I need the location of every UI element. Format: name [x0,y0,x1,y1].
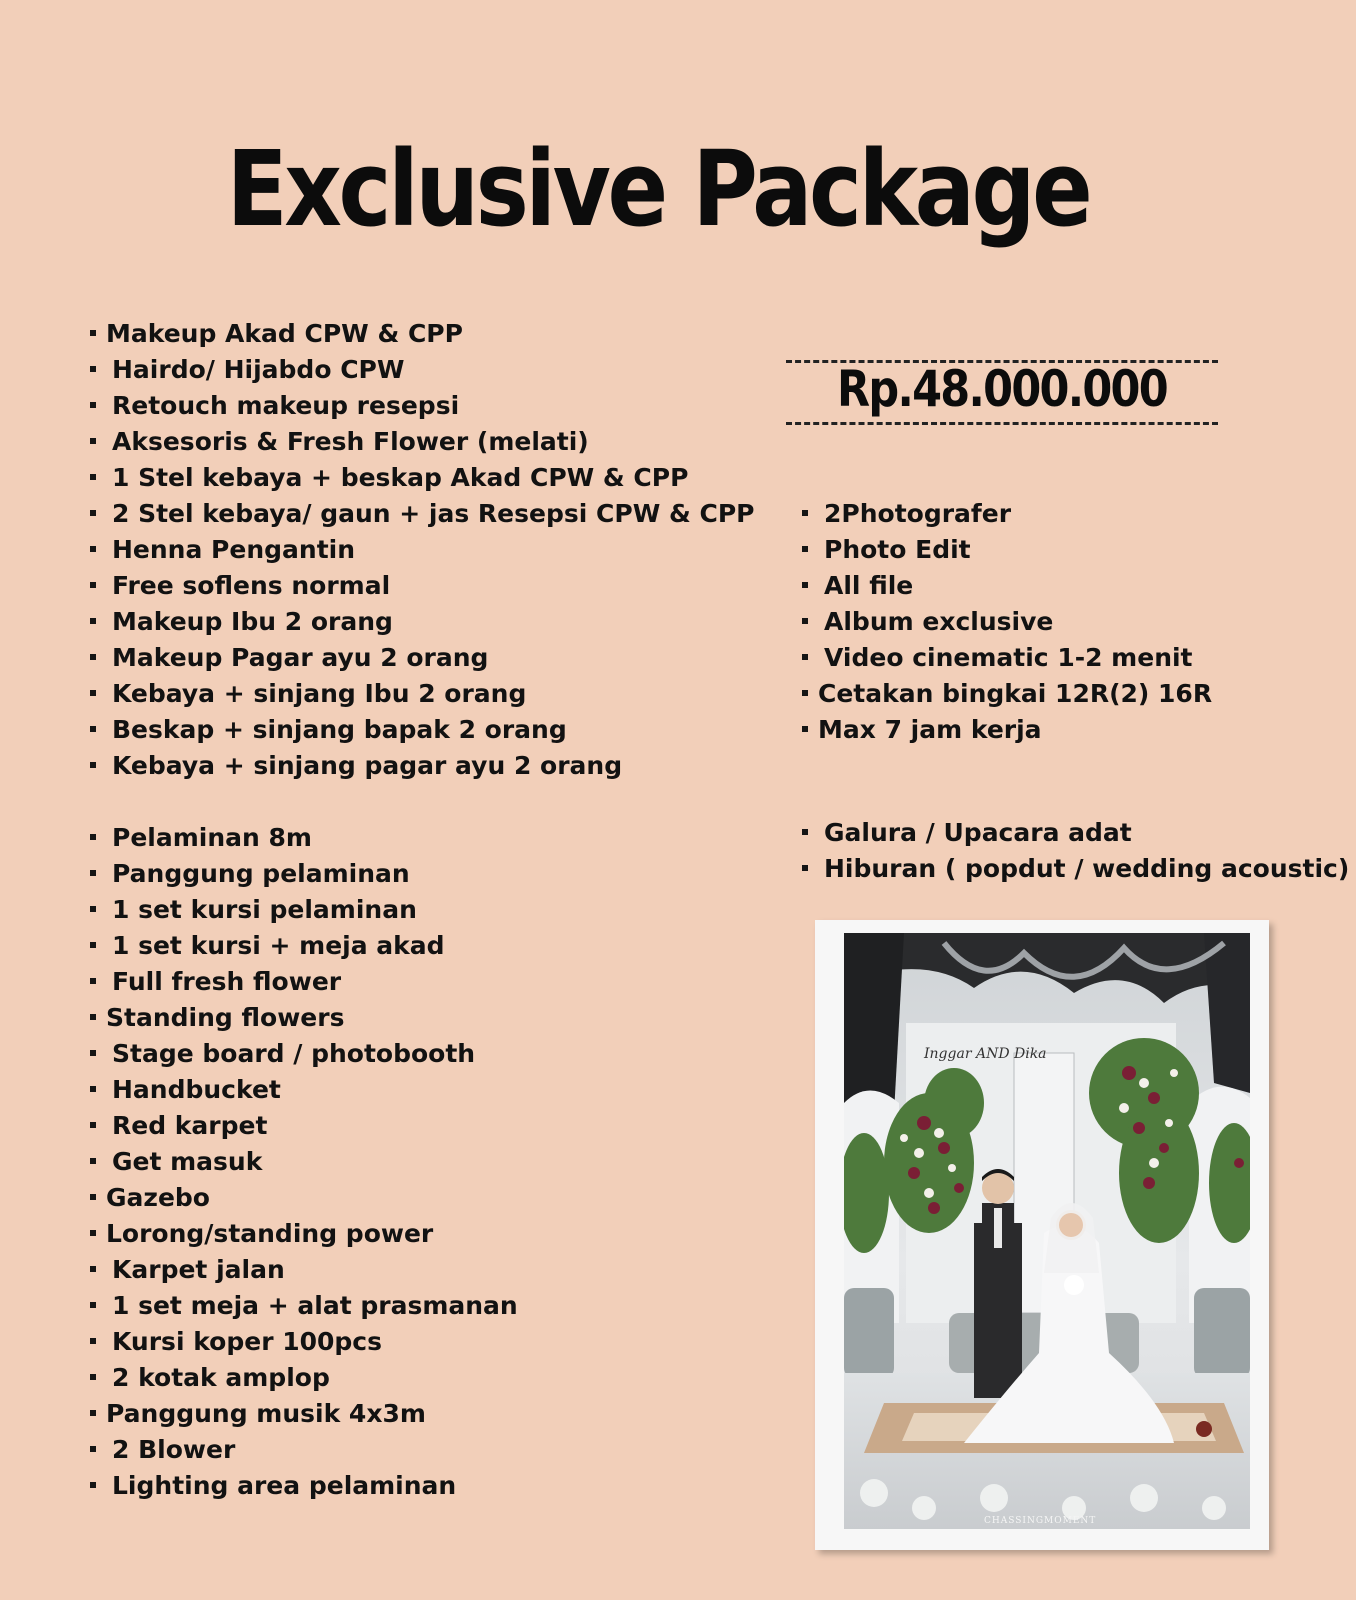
bullet-icon [90,1338,96,1344]
bullet-icon [90,1446,96,1452]
bullet-icon [90,474,96,480]
bullet-icon [90,1266,96,1272]
list-item [90,496,754,532]
price: Rp.48.000.000 [837,360,1167,418]
list-item-label: Red karpet [112,1111,268,1140]
list-item-label: Retouch makeup resepsi [112,391,460,420]
list-item [802,815,1349,851]
list-item-label: Lorong/standing power [106,1219,434,1248]
bullet-icon [90,1482,96,1488]
bullet-icon [802,618,808,624]
list-item-label: Get masuk [112,1147,263,1176]
list-item [90,676,754,712]
list-item-label: Panggung musik 4x3m [106,1399,426,1428]
bullet-icon [90,366,96,372]
list-item [90,928,518,964]
list-item-label: Free soflens normal [112,571,391,600]
bullet-icon [90,1158,96,1164]
photo-watermark: CHASSINGMOMENT [984,1516,1097,1526]
list-item [90,388,754,424]
list-item-label: Kursi koper 100pcs [112,1327,383,1356]
list-item [90,1072,518,1108]
documentation-list [802,496,1212,748]
wedding-photo [844,933,1250,1529]
list-item [90,856,518,892]
list-item-label: 1 Stel kebaya + beskap Akad CPW & CPP [112,463,689,492]
price-bottom-dashes [786,422,1218,425]
bullet-icon [90,762,96,768]
extra-list [802,815,1349,887]
decoration-list [90,820,518,1504]
list-item [802,496,1212,532]
list-item-label: 2 kotak amplop [112,1363,330,1392]
list-item [802,532,1212,568]
list-item-label: Standing flowers [106,1003,345,1032]
bullet-icon [802,865,808,871]
bullet-icon [802,829,808,835]
bullet-icon [802,654,808,660]
list-item-label: Aksesoris & Fresh Flower (melati) [112,427,589,456]
list-item-label: Makeup Pagar ayu 2 orang [112,643,489,672]
list-item [802,640,1212,676]
list-item-label: Galura / Upacara adat [824,818,1132,847]
list-item [90,532,754,568]
list-item [90,1288,518,1324]
list-item-label: Photo Edit [824,535,971,564]
bullet-icon [802,582,808,588]
list-item [90,1468,518,1504]
list-item [90,1180,518,1216]
list-item [802,851,1349,887]
bullet-icon [90,1014,96,1020]
list-item [90,1360,518,1396]
bullet-icon [90,870,96,876]
list-item-label: Karpet jalan [112,1255,285,1284]
bullet-icon [90,942,96,948]
list-item-label: Lighting area pelaminan [112,1471,457,1500]
bullet-icon [90,1122,96,1128]
list-item-label: Pelaminan 8m [112,823,312,852]
photo-sign-text: Inggar AND Dika [924,1046,1047,1062]
list-item [90,640,754,676]
list-item [90,820,518,856]
bullet-icon [90,582,96,588]
bullet-icon [90,510,96,516]
list-item [90,1396,518,1432]
bullet-icon [802,690,808,696]
bullet-icon [802,726,808,732]
bullet-icon [90,438,96,444]
list-item-label: Handbucket [112,1075,281,1104]
bullet-icon [90,978,96,984]
list-item [90,1108,518,1144]
list-item [90,1432,518,1468]
list-item-label: Stage board / photobooth [112,1039,476,1068]
list-item-label: Hairdo/ Hijabdo CPW [112,355,405,384]
list-item-label: Hiburan ( popdut / wedding acoustic) [824,854,1350,883]
list-item-label: Cetakan bingkai 12R(2) 16R [818,679,1213,708]
list-item-label: 1 set kursi pelaminan [112,895,417,924]
list-item [90,316,754,352]
wedding-photo-frame [815,920,1269,1550]
bullet-icon [90,654,96,660]
bullet-icon [90,1194,96,1200]
bullet-icon [90,906,96,912]
bullet-icon [90,1230,96,1236]
list-item-label: 1 set meja + alat prasmanan [112,1291,518,1320]
list-item-label: 2Photografer [824,499,1012,528]
list-item-label: Beskap + sinjang bapak 2 orang [112,715,567,744]
list-item [90,712,754,748]
list-item [802,604,1212,640]
list-item-label: 2 Blower [112,1435,236,1464]
list-item-label: Makeup Ibu 2 orang [112,607,393,636]
list-item-label: Max 7 jam kerja [818,715,1042,744]
list-item [90,1144,518,1180]
list-item [90,460,754,496]
bullet-icon [90,546,96,552]
bullet-icon [90,1302,96,1308]
page-title: Exclusive Package [226,128,1090,250]
list-item [90,964,518,1000]
makeup-list [90,316,754,784]
list-item-label: Gazebo [106,1183,210,1212]
bullet-icon [90,1410,96,1416]
list-item [802,712,1212,748]
list-item [90,1036,518,1072]
bullet-icon [90,726,96,732]
list-item [90,1000,518,1036]
bullet-icon [90,1050,96,1056]
list-item-label: Album exclusive [824,607,1054,636]
bullet-icon [90,618,96,624]
list-item [90,352,754,388]
list-item [90,1216,518,1252]
list-item [802,568,1212,604]
list-item [802,676,1212,712]
list-item [90,568,754,604]
list-item [90,892,518,928]
price-box [786,356,1218,426]
bullet-icon [90,330,96,336]
bullet-icon [90,1086,96,1092]
bullet-icon [802,510,808,516]
list-item-label: Video cinematic 1-2 menit [824,643,1193,672]
list-item-label: Henna Pengantin [112,535,356,564]
bullet-icon [802,546,808,552]
list-item-label: Kebaya + sinjang pagar ayu 2 orang [112,751,623,780]
list-item [90,748,754,784]
list-item [90,1252,518,1288]
bullet-icon [90,690,96,696]
list-item [90,1324,518,1360]
list-item-label: Panggung pelaminan [112,859,410,888]
bullet-icon [90,402,96,408]
list-item-label: Makeup Akad CPW & CPP [106,319,463,348]
list-item [90,604,754,640]
list-item [90,424,754,460]
list-item-label: Kebaya + sinjang Ibu 2 orang [112,679,527,708]
list-item-label: 1 set kursi + meja akad [112,931,445,960]
bullet-icon [90,834,96,840]
list-item-label: All file [824,571,914,600]
bullet-icon [90,1374,96,1380]
list-item-label: 2 Stel kebaya/ gaun + jas Resepsi CPW & CPP [112,499,755,528]
list-item-label: Full fresh flower [112,967,342,996]
